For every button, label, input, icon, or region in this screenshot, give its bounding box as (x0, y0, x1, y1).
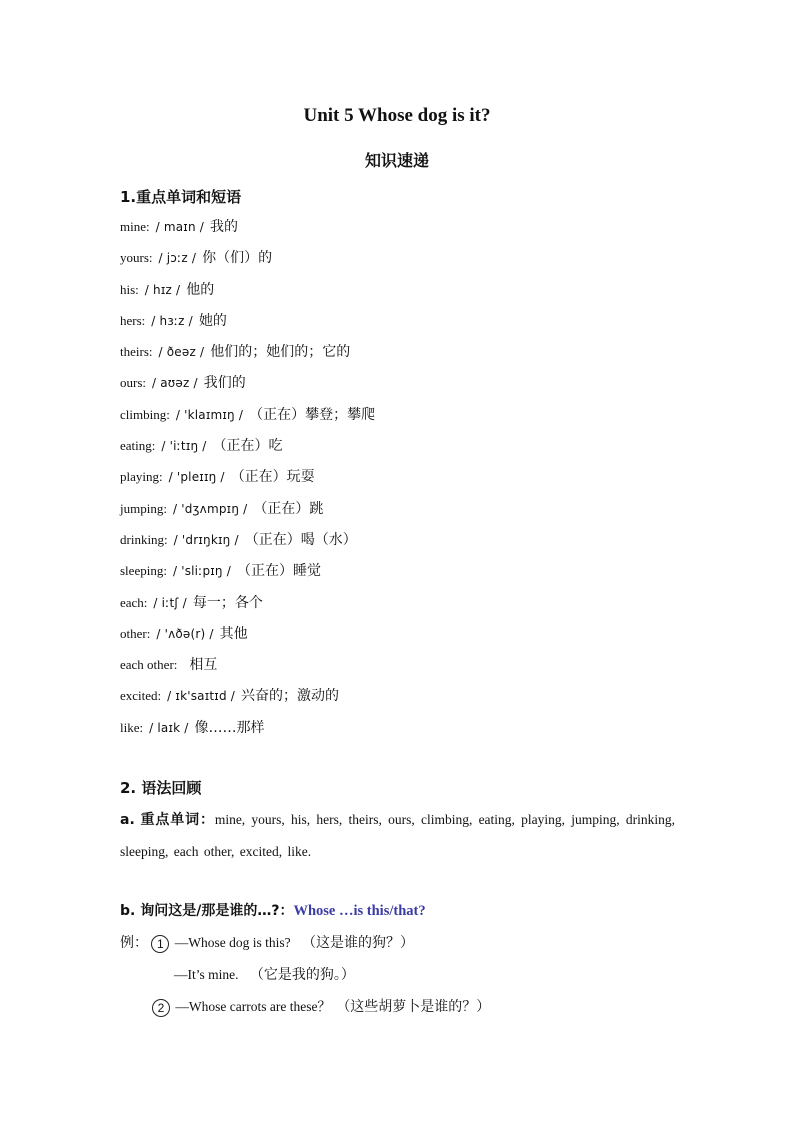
vocab-meaning: （正在）喝（水） (244, 531, 357, 548)
example-english: —Whose carrots are these？ (175, 999, 331, 1014)
vocab-item (120, 372, 375, 403)
vocab-word: climbing: (120, 406, 170, 422)
vocab-word: eating: (120, 438, 156, 454)
vocab-word: each other: (120, 657, 178, 673)
question-pattern-label: b. 询问这是/那是谁的…?： (120, 903, 294, 919)
vocab-phonetic: / 'drɪŋkɪŋ / (173, 532, 239, 547)
vocab-word: ours: (120, 375, 146, 391)
example-2-question (152, 995, 490, 1017)
vocab-item (120, 717, 375, 748)
example-1-question (120, 932, 414, 953)
vocab-word: playing: (120, 469, 163, 485)
example-chinese: （这些胡萝卜是谁的？） (336, 999, 491, 1015)
vocab-meaning: （正在）睡觉 (237, 563, 321, 580)
vocab-word: like: (120, 719, 144, 735)
vocab-meaning: 他们的；她们的；它的 (210, 344, 351, 361)
vocab-item (120, 310, 375, 341)
vocab-item (120, 341, 375, 372)
vocab-item (120, 529, 375, 560)
vocab-item (120, 435, 375, 466)
vocab-list (120, 216, 375, 748)
vocab-meaning: （正在）攀登；攀爬 (249, 406, 376, 423)
vocab-phonetic: / laɪk / (149, 720, 189, 735)
key-words-text: mine, yours, his, hers, theirs, ours, climbing, eating, playing, jumping, drinking, sleeping, each other, excited, like. (120, 812, 676, 859)
vocab-phonetic: / 'sliːpɪŋ / (172, 564, 231, 579)
section-1-heading: 1.重点单词和短语 (120, 188, 242, 206)
example-number-badge: 2 (152, 999, 170, 1017)
vocab-item (120, 560, 375, 591)
vocab-item (120, 279, 375, 310)
question-pattern-line (120, 900, 426, 920)
vocab-meaning: 我们的 (203, 375, 246, 392)
vocab-phonetic: / jɔːz / (158, 251, 197, 266)
vocab-meaning: 她的 (198, 312, 227, 329)
vocab-phonetic: / 'iːtɪŋ / (161, 439, 207, 454)
vocab-phonetic: / hɪz / (144, 282, 181, 297)
vocab-word: drinking: (120, 531, 168, 547)
vocab-word: hers: (120, 312, 146, 328)
vocab-item (120, 466, 375, 497)
vocab-meaning: 像……那样 (194, 719, 265, 736)
vocab-phonetic: / 'klaɪmɪŋ / (175, 407, 244, 422)
vocab-meaning: 每一；各个 (192, 594, 263, 611)
key-words-label: a. 重点单词： (120, 812, 215, 828)
vocab-phonetic: / aʊəz / (152, 376, 198, 391)
vocab-phonetic: / 'pleɪɪŋ / (168, 470, 225, 485)
key-words-paragraph (120, 804, 675, 867)
vocab-meaning: （正在）玩耍 (230, 469, 315, 486)
vocab-meaning: （正在）吃 (212, 438, 283, 455)
vocab-phonetic: / maɪn / (155, 220, 205, 234)
vocab-item (120, 623, 375, 654)
vocab-word: theirs: (120, 344, 153, 360)
vocab-word: mine: (120, 219, 150, 234)
vocab-item (120, 685, 375, 716)
vocab-meaning: 兴奋的；激动的 (241, 688, 340, 705)
page-title: Unit 5 Whose dog is it? (303, 105, 491, 126)
example-1-answer (174, 964, 355, 984)
vocab-word: sleeping: (120, 563, 167, 579)
vocab-item (120, 216, 375, 247)
vocab-phonetic: / 'ʌðə(r) / (156, 626, 214, 641)
vocab-item (120, 404, 375, 435)
vocab-word: excited: (120, 688, 162, 704)
example-chinese: （它是我的狗。） (249, 967, 355, 983)
vocab-meaning: 我的 (210, 219, 239, 235)
vocab-meaning: 其他 (219, 625, 248, 642)
question-pattern: Whose …is this/that? (293, 903, 426, 919)
vocab-word: other: (120, 625, 151, 641)
section-2-heading: 2. 语法回顾 (120, 779, 202, 797)
vocab-meaning: （正在）跳 (253, 500, 324, 517)
example-number-badge: 1 (151, 935, 169, 953)
vocab-item (120, 592, 375, 623)
vocab-phonetic: / ðeəz / (158, 345, 205, 360)
vocab-word: each: (120, 594, 148, 610)
example-prefix: 例： (120, 935, 148, 951)
vocab-phonetic: / hɜːz / (151, 313, 193, 328)
vocab-meaning: 他的 (186, 281, 215, 298)
example-english: —Whose dog is this? (174, 935, 291, 950)
example-english: —It’s mine. (174, 967, 239, 982)
vocab-phonetic: / ɪk'saɪtɪd / (167, 689, 236, 704)
vocab-meaning: 相互 (189, 657, 218, 674)
vocab-phonetic: / 'dʒʌmpɪŋ / (172, 501, 248, 516)
vocab-word: jumping: (120, 500, 167, 516)
vocab-item (120, 498, 375, 529)
vocab-phonetic: / iːtʃ / (153, 595, 187, 610)
vocab-meaning: 你（们）的 (202, 250, 273, 267)
vocab-word: his: (120, 281, 139, 297)
example-chinese: （这是谁的狗？） (302, 935, 414, 951)
vocab-item (120, 654, 375, 685)
page-subtitle: 知识速递 (364, 151, 429, 170)
vocab-item (120, 247, 375, 278)
vocab-word: yours: (120, 250, 153, 266)
